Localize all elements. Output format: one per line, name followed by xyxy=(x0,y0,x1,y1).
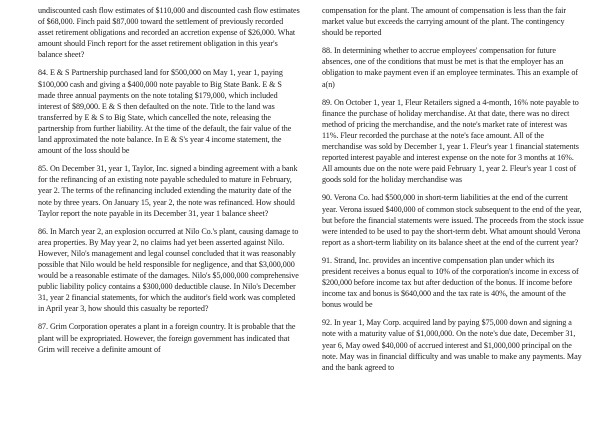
question-86: 86. In March year 2, an explosion occurred at Nilo Co.'s plant, causing damage to area properties. By May year 2, no claims had yet been asserted against Nilo. However, Nilo's management and legal counsel concluded that it was reasonably possible that Nilo would be held responsible for negligence, and that $3,000,000 would be a reasonable estimate of the damages. Nilo's $5,000,000 comprehensive public liability policy contains a $300,000 deductible clause. In Nilo's December 31, year 2 financial statements, for which the auditor's field work was completed in April year 3, how should this casualty be reported? xyxy=(38,226,299,314)
question-84: 84. E & S Partnership purchased land for $500,000 on May 1, year 1, paying $100,000 cash and giving a $400,000 note payable to Big State Bank. E & S made three annual payments on the note totaling $179,000, which included interest of $89,000. E & S then defaulted on the note. Title to the land was transferred by E & S to Big State, which cancelled the note, releasing the partnership from further liability. At the time of the default, the fair value of the land approximated the note balance. In E & S's year 4 income statement, the amount of the loss should be xyxy=(38,68,292,156)
question-90: 90. Verona Co. had $500,000 in short-term liabilities at the end of the current year. Verona issued $400,000 of common stock subsequent to the end of the year, but before the financial statements were issued. The proceeds from the stock issue were intended to be used to pay the short-term debt. What amount should Verona report as a short-term liability on its balance sheet at the end of the current year? xyxy=(322,193,584,247)
question-87: 87. Grim Corporation operates a plant in a foreign country. It is probable that the plant will be expropriated. However, the foreign government has indicated that Grim will receive a definite amount of xyxy=(38,322,296,354)
question-91: 91. Strand, Inc. provides an incentive compensation plan under which its president receives a bonus equal to 10% of the corporation's income in excess of $200,000 before income tax but after deduction of the bonus. If income before income tax and bonus is $640,000 and the tax rate is 40%, the amount of the bonus would be xyxy=(322,255,579,310)
question-88: 88. In determining whether to accrue employees' compensation for future absences, one of the conditions that must be met is that the employer has an obligation to make payment even if an employee terminates. This an example of a(n) xyxy=(322,46,579,89)
question-92: 92. In year 1, May Corp. acquired land by paying $75,000 down and signing a note with a maturity value of $1,000,000. On the note's due date, December 31, year 6, May owed $40,000 of accrued interest and $1,000,000 principal on the note. May was in financial difficulty and was unable to make any payments. May and the bank agreed to xyxy=(322,318,582,372)
question-83-continued: undiscounted cash flow estimates of $110,000 and discounted cash flow estimates of $68,000. Finch paid $87,000 toward the settlement of previously recorded asset retirement obligations and recorded an accretion expense of $26,000. What amount should Finch report for the asset retirement obligation in this year's balance sheet? xyxy=(38,6,300,60)
left-column xyxy=(38,5,300,362)
question-87-continued: compensation for the plant. The amount of compensation is less than the fair market value but exceeds the carrying amount of the plant. The contingency should be reported xyxy=(322,6,566,38)
question-85: 85. On December 31, year 1, Taylor, Inc. signed a binding agreement with a bank for the refinancing of an existing note payable scheduled to mature in February, year 2. The terms of the refinancing included extending the maturity date of the note by three years. On January 15, year 2, the note was refinanced. How should Taylor report the note payable in its December 31, year 1 balance sheet? xyxy=(38,164,298,218)
question-89: 89. On October 1, year 1, Fleur Retailers signed a 4-month, 16% note payable to finance the purchase of holiday merchandise. At that date, there was no direct method of pricing the merchandise, and the note's market rate of interest was 11%. Fleur recorded the purchase at the note's face amount. All of the merchandise was sold by December 1, year 1. Fleur's year 1 financial statements reported interest payable and interest expense on the note for 3 months at 16%. All amounts due on the note were paid February 1, year 2. Fleur's year 1 cost of goods sold for the holiday merchandise was xyxy=(322,97,579,185)
right-column xyxy=(322,5,584,380)
